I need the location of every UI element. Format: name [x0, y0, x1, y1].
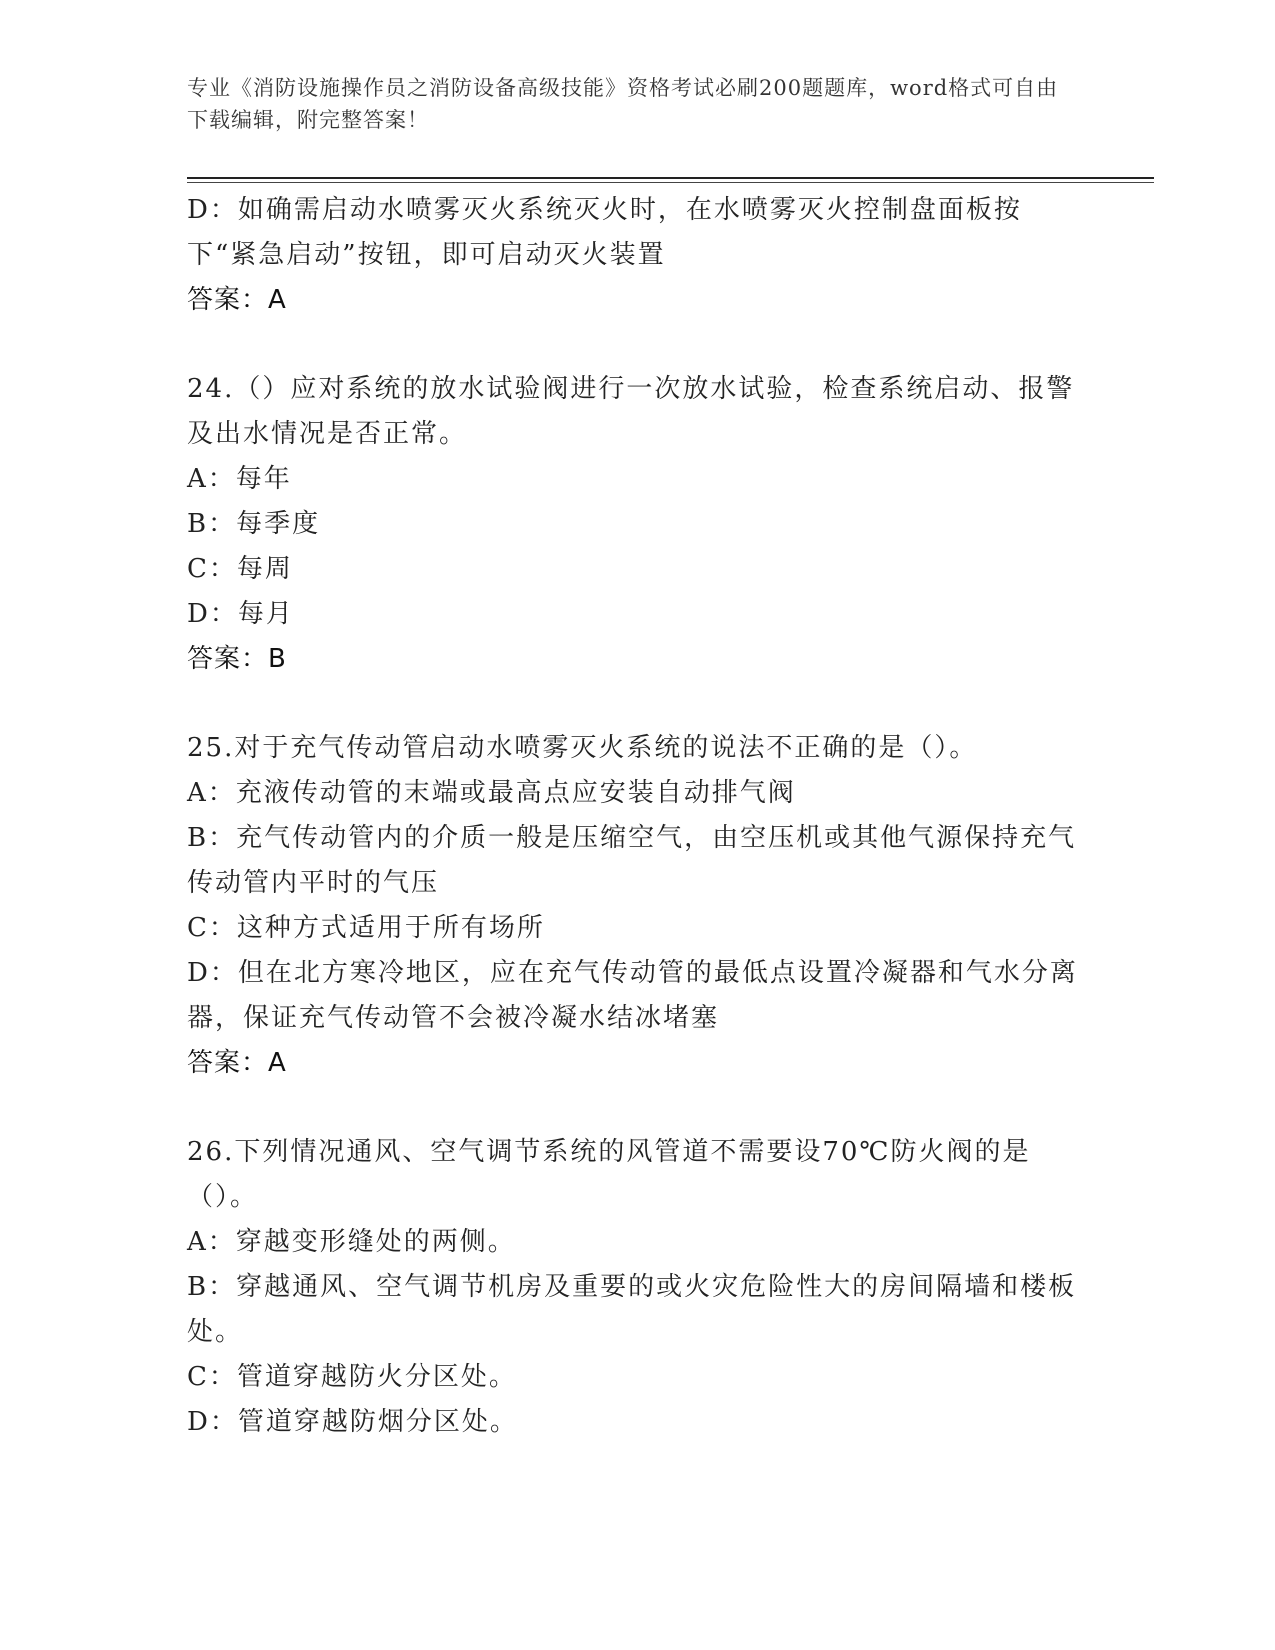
- spacer: [187, 682, 1087, 726]
- question-answer: 答案：A: [187, 1048, 287, 1078]
- option-b: B：充气传动管内的介质一般是压缩空气，由空压机或其他气源保持充气传动管内平时的气压: [187, 823, 1077, 898]
- option-a: A：穿越变形缝处的两侧。: [187, 1227, 516, 1257]
- option-c: C：管道穿越防火分区处。: [187, 1362, 517, 1392]
- question-26: [187, 1130, 1087, 1445]
- carryover-option-d: D：如确需启动水喷雾灭火系统灭火时，在水喷雾灭火控制盘面板按下“紧急启动”按钮，即可启动灭火装置: [187, 195, 1022, 270]
- spacer: [187, 1086, 1087, 1130]
- question-stem: 25.对于充气传动管启动水喷雾灭火系统的说法不正确的是（）。: [187, 733, 978, 763]
- question-24: [187, 367, 1087, 682]
- header-rule-thin: [187, 182, 1154, 183]
- option-a: A：每年: [187, 464, 292, 494]
- option-a: A：充液传动管的末端或最高点应安装自动排气阀: [187, 778, 796, 808]
- option-d: D：管道穿越防烟分区处。: [187, 1407, 518, 1437]
- question-25: [187, 726, 1087, 1086]
- option-b: B：每季度: [187, 509, 321, 539]
- spacer: [187, 323, 1087, 367]
- question-answer: 答案：B: [187, 644, 287, 674]
- option-d: D：每月: [187, 599, 294, 629]
- document-content: [187, 188, 1087, 1445]
- option-d: D：但在北方寒冷地区，应在充气传动管的最低点设置冷凝器和气水分离器，保证充气传动管不会被冷凝水结冰堵塞: [187, 958, 1078, 1033]
- option-c: C：这种方式适用于所有场所: [187, 913, 545, 943]
- question-stem: 26.下列情况通风、空气调节系统的风管道不需要设70℃防火阀的是（）。: [187, 1137, 1031, 1212]
- carryover-answer: 答案：A: [187, 285, 287, 315]
- option-c: C：每周: [187, 554, 293, 584]
- question-stem: 24.（）应对系统的放水试验阀进行一次放水试验，检查系统启动、报警及出水情况是否正常。: [187, 374, 1075, 449]
- option-b: B：穿越通风、空气调节机房及重要的或火灾危险性大的房间隔墙和楼板处。: [187, 1272, 1077, 1347]
- page-header: 专业《消防设施操作员之消防设备高级技能》资格考试必刷200题题库，word格式可自由下载编辑，附完整答案！: [187, 76, 1059, 132]
- header-rule-thick: [187, 177, 1154, 179]
